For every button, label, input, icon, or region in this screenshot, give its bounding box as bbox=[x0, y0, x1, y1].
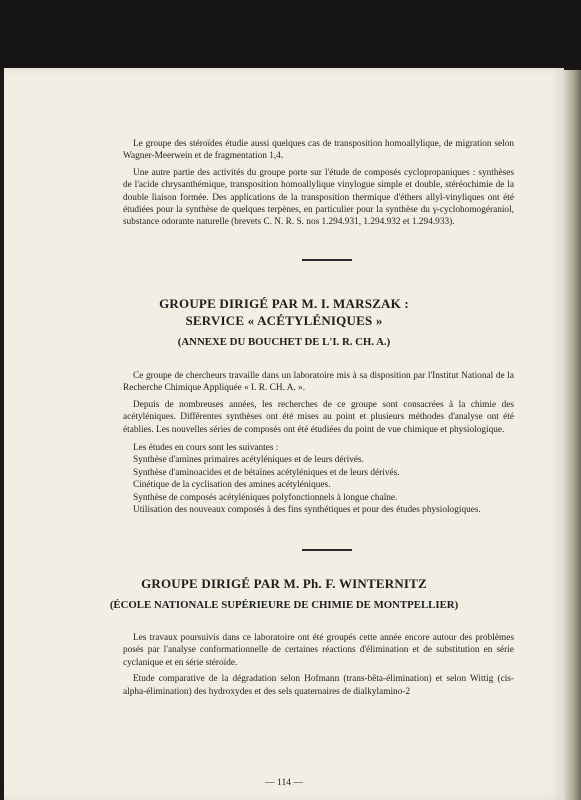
section-divider bbox=[302, 549, 352, 551]
section-steroids bbox=[123, 138, 514, 229]
paragraph: Le groupe des stéroïdes étudie aussi quelques cas de transposition homoallylique, de migration selon Wagner-Meerwein et de fragmentation 1,4. bbox=[123, 139, 514, 162]
section-title: SERVICE « ACÉTYLÉNIQUES » bbox=[185, 313, 383, 328]
list-item: Utilisation des nouveaux composés à des fins synthétiques et pour des études physiologiques. bbox=[133, 505, 481, 516]
page-edge-shadow bbox=[564, 70, 581, 800]
section-subtitle: (ANNEXE DU BOUCHET DE L'I. R. CH. A.) bbox=[177, 336, 391, 348]
page-number: — 114 — bbox=[265, 778, 303, 788]
list-item: Synthèse d'amines primaires acétyléniques et de leurs dérivés. bbox=[133, 455, 364, 466]
paragraph: Etude comparative de la dégradation selon Hofmann (trans-bêta-élimination) et selon Wittig (cis-alpha-élimination) des hydroxydes et des sels quaternaires de dialkylamino-2 bbox=[123, 674, 514, 697]
section-winternitz bbox=[123, 632, 514, 698]
section-title: GROUPE DIRIGÉ PAR M. Ph. F. WINTERNITZ bbox=[141, 576, 427, 591]
section-divider bbox=[302, 259, 352, 261]
list-item: Synthèse d'aminoacides et de bétaïnes acétyléniques et de leurs dérivés. bbox=[133, 467, 400, 478]
paragraph: Depuis de nombreuses années, les recherches de ce groupe sont consacrées à la chimie des acétyléniques. Différentes synthèses ont été mises au point et plusieurs méthodes d'analyse ont été établies. Les nouvelles séries de composés ont été étudiées du point de vue chimique et physiologique. bbox=[123, 399, 514, 435]
section-marszak bbox=[123, 370, 514, 516]
paragraph: Une autre partie des activités du groupe porte sur l'étude de composés cyclopropaniques : synthèses de l'acide chrysanthémique, transposition homoallylique vinylogue simple et double, stéréochimie de la double liaison formée. Des applications de la transposition thermique d'éthers allyl-vinyliques ont été étudiées pour la synthèse de quelques terpènes, en particulier pour la synthèse du γ-cyclohomogéraniol, substance odorante naturelle (brevets C. N. R. S. nos 1.294.931, 1.294.932 et 1.294.933). bbox=[123, 167, 514, 228]
section-subtitle: (ÉCOLE NATIONALE SUPÉRIEURE DE CHIMIE DE MONTPELLIER) bbox=[109, 599, 459, 611]
paragraph: Les travaux poursuivis dans ce laboratoire ont été groupés cette année encore autour des problèmes posés par l'analyse conformationnelle de certaines réactions d'élimination et de substitution en série cyclanique et en série stéroïde. bbox=[123, 633, 514, 668]
list-item: Cinétique de la cyclisation des amines acétyléniques. bbox=[133, 480, 331, 491]
paragraph: Ce groupe de chercheurs travaille dans un laboratoire mis à sa disposition par l'Institut National de la Recherche Chimique Appliquée « I. R. CH. A. ». bbox=[123, 371, 514, 394]
document-page bbox=[4, 68, 564, 800]
list-intro: Les études en cours sont les suivantes : bbox=[133, 443, 279, 454]
section-title: GROUPE DIRIGÉ PAR M. I. MARSZAK : bbox=[159, 296, 409, 311]
scan-background bbox=[0, 0, 581, 70]
studies-list bbox=[123, 454, 514, 516]
list-item: Synthèse de composés acétyléniques polyfonctionnels à longue chaîne. bbox=[133, 492, 398, 503]
